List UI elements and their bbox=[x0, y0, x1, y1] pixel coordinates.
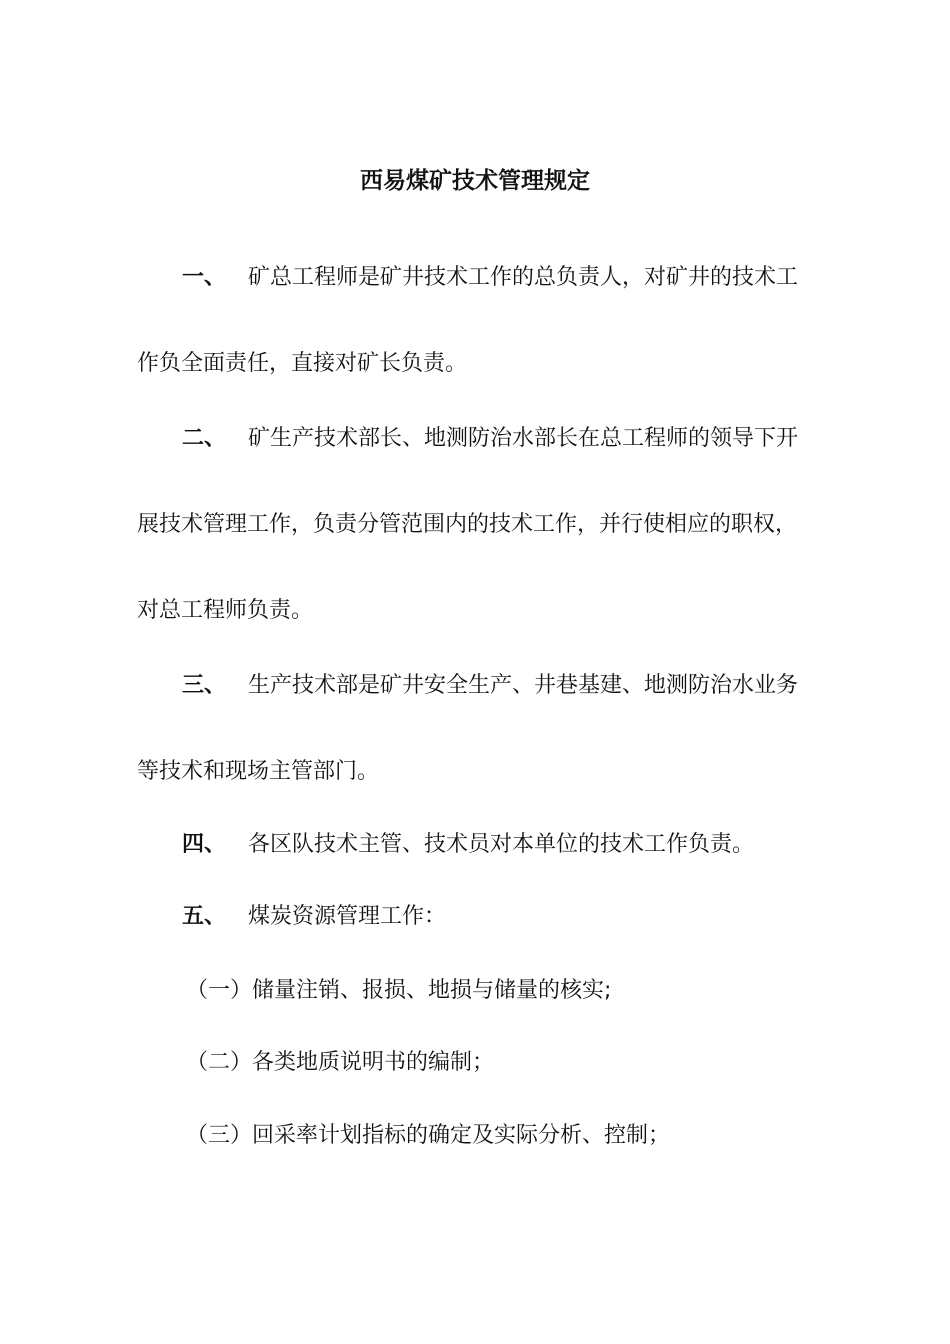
item-1-line-2: 作负全面责任，直接对矿长负责。 bbox=[137, 351, 468, 376]
item-2-line-1 bbox=[182, 424, 798, 454]
item-2-number: 二、 bbox=[182, 426, 227, 451]
item-4-text-1: 各区队技术主管、技术员对本单位的技术工作负责。 bbox=[248, 832, 755, 857]
item-5-line-1 bbox=[182, 902, 446, 932]
document-title: 西易煤矿技术管理规定 bbox=[360, 168, 590, 194]
subitem-3: （三）回采率计划指标的确定及实际分析、控制； bbox=[186, 1123, 671, 1148]
item-2-text-1: 矿生产技术部长、地测防治水部长在总工程师的领导下开 bbox=[248, 426, 799, 451]
item-3-line-2: 等技术和现场主管部门。 bbox=[137, 759, 380, 784]
item-5-number: 五、 bbox=[182, 904, 227, 929]
item-5-text-1: 煤炭资源管理工作： bbox=[248, 904, 447, 929]
item-4-number: 四、 bbox=[182, 832, 227, 857]
subitem-1: （一）储量注销、报损、地损与储量的核实; bbox=[186, 978, 612, 1003]
item-1-text-1: 矿总工程师是矿井技术工作的总负责人，对矿井的技术工 bbox=[248, 265, 799, 290]
item-3-number: 三、 bbox=[182, 673, 227, 698]
subitem-2: （二）各类地质说明书的编制； bbox=[186, 1050, 495, 1075]
item-4-line-1 bbox=[182, 830, 754, 860]
item-3-text-1: 生产技术部是矿井安全生产、井巷基建、地测防治水业务 bbox=[248, 673, 799, 698]
item-2-line-2: 展技术管理工作，负责分管范围内的技术工作，并行使相应的职权， bbox=[137, 512, 798, 537]
item-1-line-1 bbox=[182, 263, 798, 293]
item-2-line-3: 对总工程师负责。 bbox=[137, 598, 314, 623]
item-3-line-1 bbox=[182, 671, 798, 701]
item-1-number: 一、 bbox=[182, 265, 227, 290]
